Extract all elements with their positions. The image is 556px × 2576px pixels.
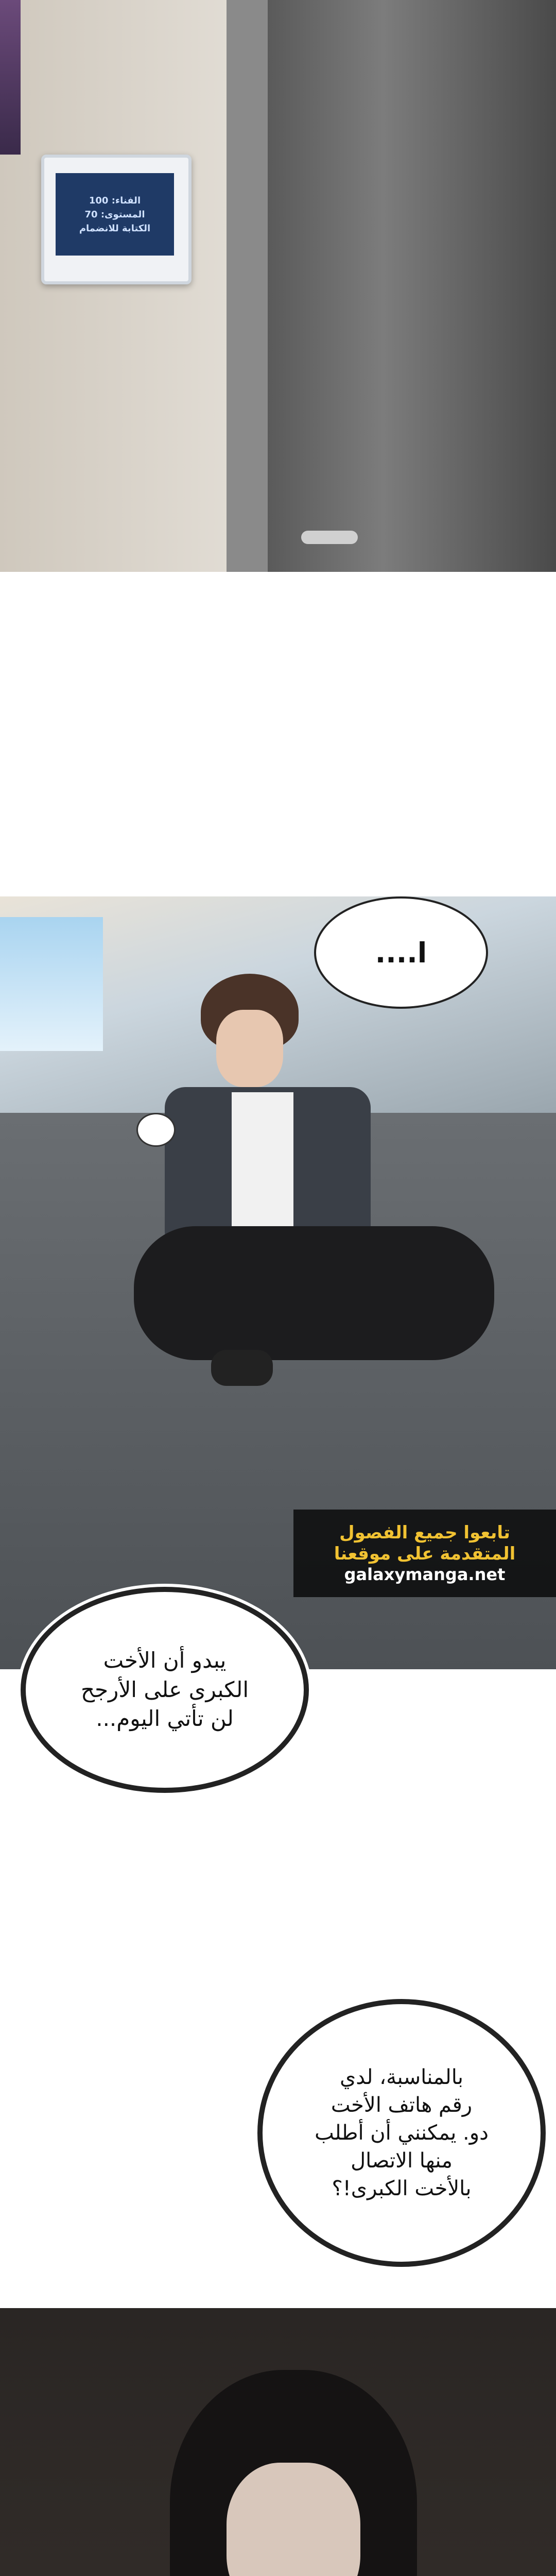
wall-left [0,0,242,572]
watermark-line3: galaxymanga.net [344,1564,506,1584]
gutter-1 [0,572,556,896]
watermark-line1: تابعوا جميع الفصول [339,1522,510,1543]
door [268,0,556,572]
character-woman [149,2370,479,2576]
speech-bubble-small [314,896,488,1009]
window-glass [0,917,103,1051]
thought-bubble-1 [21,1587,309,1793]
boy-face [216,1010,283,1087]
panel-boy-sitting [0,896,556,1669]
thought-text-2: بالمناسبة، لدي رقم هاتف الأخت دو. يمكنني أن أطلب منها الاتصال بالأخت الكبرى!؟ [315,2065,489,2200]
panel-hallway [0,0,556,572]
thought-bubble-2 [257,1999,546,2267]
thought-text-1: يبدو أن الأخت الكبرى على الأرجح لن تأتي اليوم... [80,1647,249,1732]
boy-legs [134,1226,494,1360]
door-sign [41,155,192,284]
watermark-line2: المتقدمة على موقعنا [334,1543,516,1564]
woman-face [227,2463,360,2576]
boy-shoes [211,1350,273,1386]
door-sign-line3: الكتابة للانضمام [79,223,151,234]
panel-woman-and-boy [0,2308,556,2576]
speech-text-small: ا.... [375,936,427,969]
side-banner [0,0,21,155]
watermark [293,1510,556,1597]
character-boy [134,958,546,1422]
door-sign-line2: المستوى: 70 [84,209,145,220]
sigh-puff-icon [136,1113,176,1147]
door-handle [301,531,358,544]
door-sign-screen [56,173,174,256]
door-sign-line1: الفناء: 100 [89,195,141,206]
boy-shirt [232,1092,293,1236]
